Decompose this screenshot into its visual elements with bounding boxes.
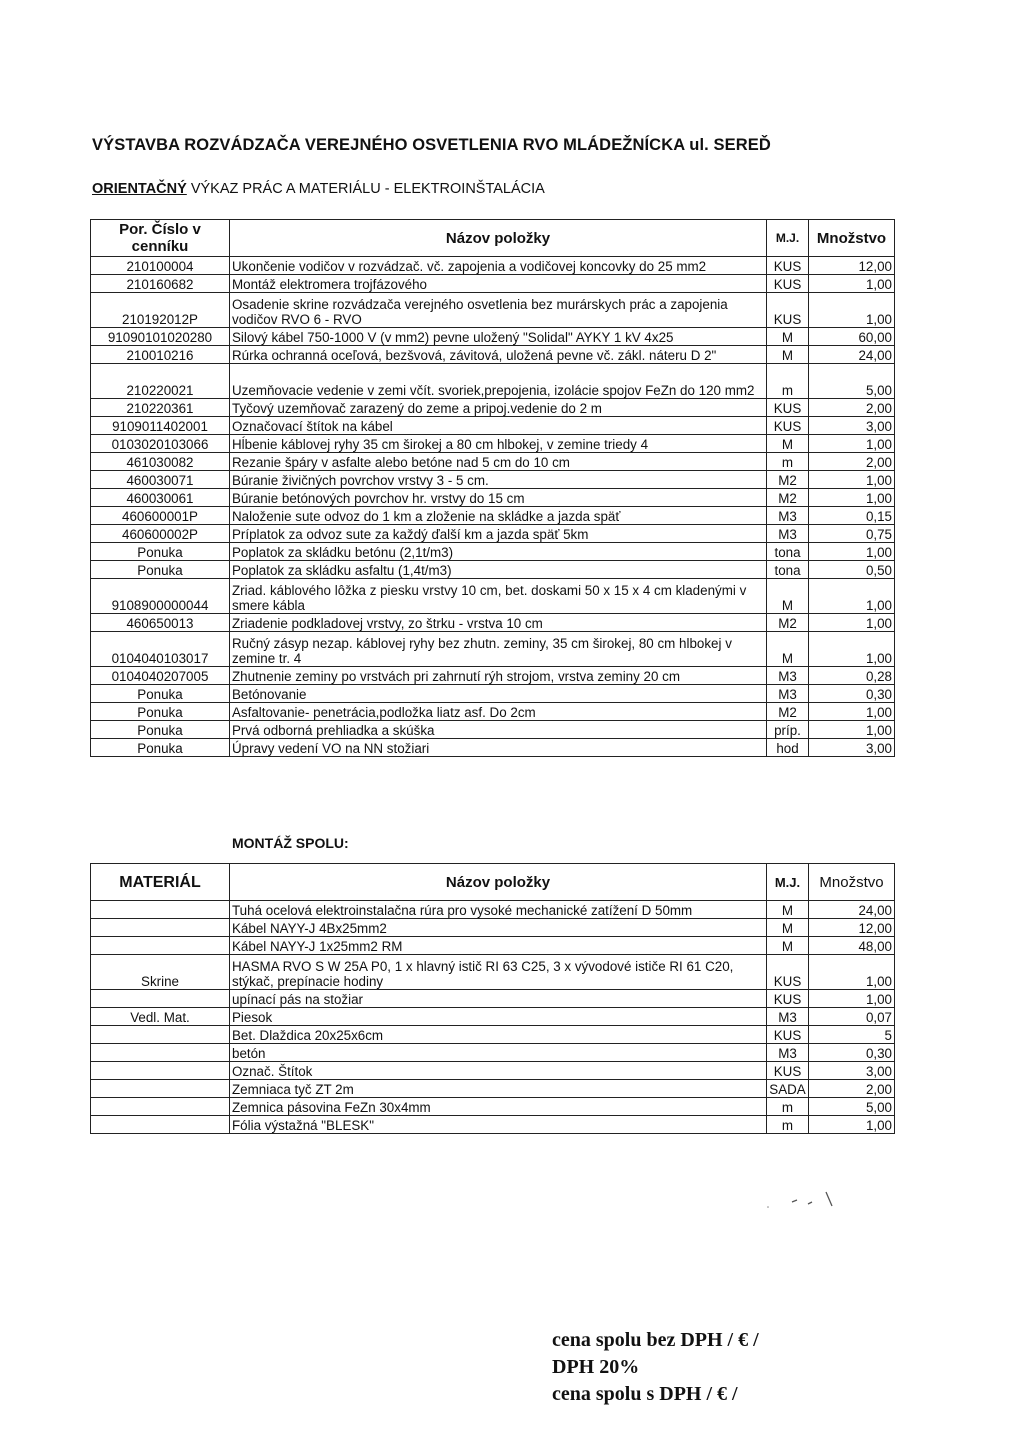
pen-mark-icon xyxy=(760,1190,850,1220)
work-unit-cell: M xyxy=(767,632,809,667)
work-name-cell: Zriadenie podkladovej vrstvy, zo štrku - vrstva 10 cm xyxy=(230,614,767,632)
work-code-cell: 210220361 xyxy=(91,399,230,417)
work-row xyxy=(91,543,895,561)
work-unit-cell: M3 xyxy=(767,525,809,543)
work-code-cell: 460030071 xyxy=(91,471,230,489)
work-qty-cell: 0,28 xyxy=(809,667,895,685)
material-header-unit: M.J. xyxy=(767,864,809,901)
work-row xyxy=(91,275,895,293)
work-name-cell: Prvá odborná prehliadka a skúška xyxy=(230,721,767,739)
work-unit-cell: tona xyxy=(767,561,809,579)
work-qty-cell: 1,00 xyxy=(809,471,895,489)
work-row xyxy=(91,739,895,757)
work-qty-cell: 60,00 xyxy=(809,328,895,346)
material-row xyxy=(91,1026,895,1044)
material-unit-cell: KUS xyxy=(767,1062,809,1080)
work-unit-cell: KUS xyxy=(767,417,809,435)
work-name-cell: Osadenie skrine rozvádzača verejného osvetlenia bez murárskych prác a zapojenia vodičov RVO 6 - RVO xyxy=(230,293,767,328)
work-qty-cell: 1,00 xyxy=(809,275,895,293)
work-qty-cell: 0,30 xyxy=(809,685,895,703)
work-code-cell: Ponuka xyxy=(91,561,230,579)
material-row xyxy=(91,901,895,919)
work-code-cell: 210220021 xyxy=(91,364,230,399)
work-row xyxy=(91,507,895,525)
material-table-body xyxy=(91,901,895,1134)
work-code-cell: 460600001P xyxy=(91,507,230,525)
work-unit-cell: M2 xyxy=(767,489,809,507)
material-unit-cell: M xyxy=(767,919,809,937)
work-code-cell: 0104040207005 xyxy=(91,667,230,685)
material-unit-cell: M3 xyxy=(767,1008,809,1026)
work-qty-cell: 1,00 xyxy=(809,614,895,632)
work-code-cell: 460030061 xyxy=(91,489,230,507)
work-header-code: Por. Číslo v cenníku xyxy=(91,220,230,257)
work-unit-cell: M2 xyxy=(767,703,809,721)
work-row xyxy=(91,435,895,453)
work-unit-cell: m xyxy=(767,364,809,399)
work-code-cell: 91090101020280 xyxy=(91,328,230,346)
work-row xyxy=(91,471,895,489)
material-name-cell: Kábel NAYY-J 1x25mm2 RM xyxy=(230,937,767,955)
material-name-cell: Označ. Štítok xyxy=(230,1062,767,1080)
work-row xyxy=(91,721,895,739)
material-table xyxy=(90,863,895,1134)
work-unit-cell: M2 xyxy=(767,471,809,489)
work-code-cell: 210160682 xyxy=(91,275,230,293)
work-name-cell: Ručný zásyp nezap. káblovej ryhy bez zhutn. zeminy, 35 cm širokej, 80 cm hlbokej v zemine tr. 4 xyxy=(230,632,767,667)
work-qty-cell: 0,15 xyxy=(809,507,895,525)
material-row xyxy=(91,1098,895,1116)
work-name-cell: Montáž elektromera trojfázového xyxy=(230,275,767,293)
work-qty-cell: 0,75 xyxy=(809,525,895,543)
work-code-cell: 0104040103017 xyxy=(91,632,230,667)
material-unit-cell: M xyxy=(767,901,809,919)
work-qty-cell: 3,00 xyxy=(809,739,895,757)
material-qty-cell: 24,00 xyxy=(809,901,895,919)
work-row xyxy=(91,667,895,685)
material-row xyxy=(91,990,895,1008)
work-name-cell: Tyčový uzemňovač zarazený do zeme a pripoj.vedenie do 2 m xyxy=(230,399,767,417)
material-header-qty: Množstvo xyxy=(809,864,895,901)
work-name-cell: Búranie živičných povrchov vrstvy 3 - 5 cm. xyxy=(230,471,767,489)
work-name-cell: Označovací štítok na kábel xyxy=(230,417,767,435)
work-qty-cell: 5,00 xyxy=(809,364,895,399)
work-code-cell: 9109011402001 xyxy=(91,417,230,435)
material-code-cell xyxy=(91,937,230,955)
work-name-cell: Ukončenie vodičov v rozvádzač. vč. zapojenia a vodičovej koncovky do 25 mm2 xyxy=(230,257,767,275)
work-header-qty: Množstvo xyxy=(809,220,895,257)
work-name-cell: Asfaltovanie- penetrácia,podložka liatz asf. Do 2cm xyxy=(230,703,767,721)
work-unit-cell: KUS xyxy=(767,293,809,328)
total-with-vat-label: cena spolu s DPH / € / xyxy=(552,1383,738,1405)
work-code-cell: Ponuka xyxy=(91,721,230,739)
work-qty-cell: 1,00 xyxy=(809,703,895,721)
work-row xyxy=(91,579,895,614)
work-unit-cell: m xyxy=(767,453,809,471)
material-name-cell: upínací pás na stožiar xyxy=(230,990,767,1008)
work-code-cell: 460650013 xyxy=(91,614,230,632)
work-name-cell: Silový kábel 750-1000 V (v mm2) pevne uložený "Solidal" AYKY 1 kV 4x25 xyxy=(230,328,767,346)
material-name-cell: Kábel NAYY-J 4Bx25mm2 xyxy=(230,919,767,937)
work-row xyxy=(91,525,895,543)
work-code-cell: 460600002P xyxy=(91,525,230,543)
work-qty-cell: 1,00 xyxy=(809,543,895,561)
work-unit-cell: tona xyxy=(767,543,809,561)
work-name-cell: Betónovanie xyxy=(230,685,767,703)
material-name-cell: Tuhá ocelová elektroinstalačna rúra pro vysoké mechanické zatížení D 50mm xyxy=(230,901,767,919)
material-qty-cell: 12,00 xyxy=(809,919,895,937)
work-code-cell: Ponuka xyxy=(91,739,230,757)
work-name-cell: Príplatok za odvoz sute za každý ďalší km a jazda späť 5km xyxy=(230,525,767,543)
work-unit-cell: hod xyxy=(767,739,809,757)
material-qty-cell: 0,30 xyxy=(809,1044,895,1062)
work-name-cell: Zhutnenie zeminy po vrstvách pri zahrnutí rýh strojom, vrstva zeminy 20 cm xyxy=(230,667,767,685)
work-table-body xyxy=(91,257,895,757)
material-qty-cell: 1,00 xyxy=(809,1116,895,1134)
material-name-cell: betón xyxy=(230,1044,767,1062)
material-row xyxy=(91,1008,895,1026)
work-name-cell: Uzemňovacie vedenie v zemi včít. svoriek,prepojenia, izolácie spojov FeZn do 120 mm2 xyxy=(230,364,767,399)
work-qty-cell: 1,00 xyxy=(809,293,895,328)
work-code-cell: Ponuka xyxy=(91,543,230,561)
work-code-cell: Ponuka xyxy=(91,685,230,703)
material-qty-cell: 0,07 xyxy=(809,1008,895,1026)
work-unit-cell: KUS xyxy=(767,257,809,275)
work-row xyxy=(91,364,895,399)
material-name-cell: Fólia výstažná "BLESK" xyxy=(230,1116,767,1134)
material-code-cell xyxy=(91,1044,230,1062)
material-row xyxy=(91,937,895,955)
work-qty-cell: 1,00 xyxy=(809,489,895,507)
material-unit-cell: KUS xyxy=(767,990,809,1008)
work-row xyxy=(91,632,895,667)
work-row xyxy=(91,453,895,471)
work-qty-cell: 0,50 xyxy=(809,561,895,579)
material-unit-cell: m xyxy=(767,1098,809,1116)
work-qty-cell: 1,00 xyxy=(809,579,895,614)
work-header-unit: M.J. xyxy=(767,220,809,257)
material-code-cell xyxy=(91,990,230,1008)
work-header-name: Názov položky xyxy=(230,220,767,257)
work-unit-cell: KUS xyxy=(767,275,809,293)
totals-block xyxy=(552,1327,759,1408)
material-unit-cell: SADA xyxy=(767,1080,809,1098)
vat-label: DPH 20% xyxy=(552,1356,640,1378)
work-row xyxy=(91,293,895,328)
work-name-cell: Rúrka ochranná oceľová, bezšvová, závitová, uložená pevne vč. zákl. náteru D 2" xyxy=(230,346,767,364)
work-row xyxy=(91,417,895,435)
work-name-cell: Búranie betónových povrchov hr. vrstvy do 15 cm xyxy=(230,489,767,507)
work-code-cell: 461030082 xyxy=(91,453,230,471)
work-name-cell: Zriad. káblového lôžka z piesku vrstvy 10 cm, bet. doskami 50 x 15 x 4 cm kladenými v smere kábla xyxy=(230,579,767,614)
work-unit-cell: M2 xyxy=(767,614,809,632)
material-row xyxy=(91,1080,895,1098)
material-code-cell: Vedl. Mat. xyxy=(91,1008,230,1026)
material-code-cell xyxy=(91,919,230,937)
work-code-cell: 0103020103066 xyxy=(91,435,230,453)
material-name-cell: HASMA RVO S W 25A P0, 1 x hlavný istič RI 63 C25, 3 x vývodové ističe RI 61 C20, stýkač, prepínacie hodiny xyxy=(230,955,767,990)
material-row xyxy=(91,1116,895,1134)
work-name-cell: Poplatok za skládku asfaltu (1,4t/m3) xyxy=(230,561,767,579)
material-code-cell xyxy=(91,1116,230,1134)
work-qty-cell: 24,00 xyxy=(809,346,895,364)
montaz-total-label: MONTÁŽ SPOLU: xyxy=(232,835,349,851)
material-code-cell xyxy=(91,1080,230,1098)
material-unit-cell: KUS xyxy=(767,1026,809,1044)
work-unit-cell: M xyxy=(767,328,809,346)
work-code-cell: 210010216 xyxy=(91,346,230,364)
work-qty-cell: 1,00 xyxy=(809,721,895,739)
work-unit-cell: M xyxy=(767,346,809,364)
material-qty-cell: 2,00 xyxy=(809,1080,895,1098)
work-row xyxy=(91,703,895,721)
work-code-cell: Ponuka xyxy=(91,703,230,721)
material-qty-cell: 5 xyxy=(809,1026,895,1044)
subtitle-text: VÝKAZ PRÁC A MATERIÁLU - ELEKTROINŠTALÁCIA xyxy=(186,181,545,197)
work-row xyxy=(91,346,895,364)
material-header-code: MATERIÁL xyxy=(91,864,230,901)
document-subtitle xyxy=(92,181,545,197)
work-unit-cell: príp. xyxy=(767,721,809,739)
material-name-cell: Zemnica pásovina FeZn 30x4mm xyxy=(230,1098,767,1116)
work-name-cell: Naloženie sute odvoz do 1 km a zloženie na skládke a jazda späť xyxy=(230,507,767,525)
work-name-cell: Hĺbenie káblovej ryhy 35 cm širokej a 80 cm hlbokej, v zemine triedy 4 xyxy=(230,435,767,453)
material-code-cell xyxy=(91,901,230,919)
work-qty-cell: 2,00 xyxy=(809,399,895,417)
work-row xyxy=(91,257,895,275)
material-unit-cell: M xyxy=(767,937,809,955)
work-unit-cell: M3 xyxy=(767,685,809,703)
material-name-cell: Piesok xyxy=(230,1008,767,1026)
material-code-cell xyxy=(91,1098,230,1116)
material-unit-cell: M3 xyxy=(767,1044,809,1062)
document-title: VÝSTAVBA ROZVÁDZAČA VEREJNÉHO OSVETLENIA RVO MLÁDEŽNÍCKA ul. SEREĎ xyxy=(92,136,771,154)
material-code-cell xyxy=(91,1026,230,1044)
work-row xyxy=(91,614,895,632)
material-code-cell: Skrine xyxy=(91,955,230,990)
material-row xyxy=(91,1062,895,1080)
material-name-cell: Bet. Dlaždica 20x25x6cm xyxy=(230,1026,767,1044)
work-name-cell: Úpravy vedení VO na NN stožiari xyxy=(230,739,767,757)
work-unit-cell: M3 xyxy=(767,507,809,525)
work-row xyxy=(91,685,895,703)
material-unit-cell: m xyxy=(767,1116,809,1134)
total-without-vat-label: cena spolu bez DPH / € / xyxy=(552,1329,759,1351)
material-row xyxy=(91,1044,895,1062)
work-qty-cell: 1,00 xyxy=(809,632,895,667)
material-header-name: Názov položky xyxy=(230,864,767,901)
work-row xyxy=(91,328,895,346)
work-qty-cell: 12,00 xyxy=(809,257,895,275)
subtitle-emphasis: ORIENTAČNÝ xyxy=(92,181,187,197)
material-qty-cell: 3,00 xyxy=(809,1062,895,1080)
work-unit-cell: KUS xyxy=(767,399,809,417)
material-code-cell xyxy=(91,1062,230,1080)
work-name-cell: Poplatok za skládku betónu (2,1t/m3) xyxy=(230,543,767,561)
material-qty-cell: 5,00 xyxy=(809,1098,895,1116)
work-qty-cell: 1,00 xyxy=(809,435,895,453)
work-unit-cell: M xyxy=(767,579,809,614)
work-row xyxy=(91,399,895,417)
work-unit-cell: M xyxy=(767,435,809,453)
work-qty-cell: 3,00 xyxy=(809,417,895,435)
material-unit-cell: KUS xyxy=(767,955,809,990)
work-name-cell: Rezanie špáry v asfalte alebo betóne nad 5 cm do 10 cm xyxy=(230,453,767,471)
work-table xyxy=(90,219,895,757)
work-code-cell: 210192012P xyxy=(91,293,230,328)
material-row xyxy=(91,955,895,990)
work-code-cell: 210100004 xyxy=(91,257,230,275)
work-qty-cell: 2,00 xyxy=(809,453,895,471)
material-name-cell: Zemniaca tyč ZT 2m xyxy=(230,1080,767,1098)
work-code-cell: 9108900000044 xyxy=(91,579,230,614)
material-qty-cell: 48,00 xyxy=(809,937,895,955)
work-row xyxy=(91,489,895,507)
material-row xyxy=(91,919,895,937)
material-qty-cell: 1,00 xyxy=(809,955,895,990)
work-row xyxy=(91,561,895,579)
work-unit-cell: M3 xyxy=(767,667,809,685)
material-qty-cell: 1,00 xyxy=(809,990,895,1008)
